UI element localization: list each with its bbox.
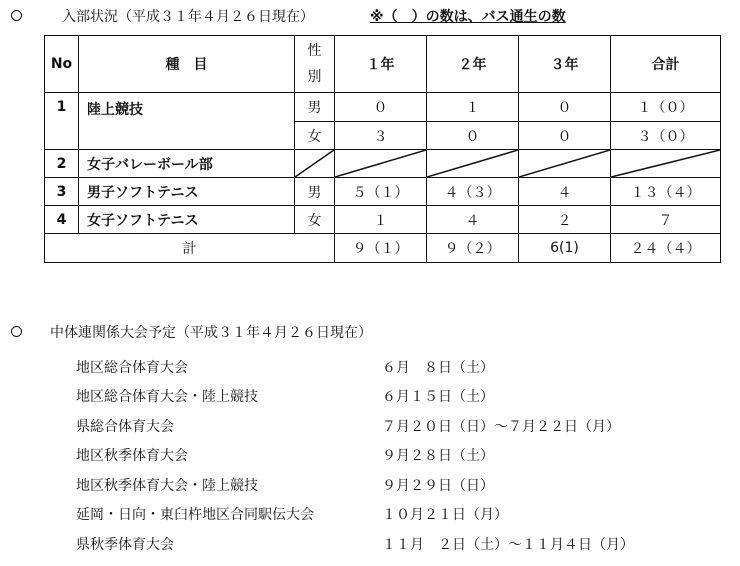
empty-diagonal-cell — [427, 150, 519, 178]
section-bullet-icon — [11, 326, 22, 337]
club-status-heading: 入部状況（平成３１年４月２６日現在） — [62, 9, 314, 25]
header-year1: １年 — [335, 36, 427, 93]
total-year3: 6(1) — [519, 234, 611, 263]
total-year2: ９（２） — [427, 234, 519, 263]
list-item — [76, 470, 634, 500]
cell-year1: ３ — [335, 122, 427, 150]
total-row — [45, 234, 721, 263]
event-date: ９月２９日（日） — [382, 477, 494, 494]
cell-year3: ０ — [519, 122, 611, 150]
cell-year3: ２ — [519, 206, 611, 234]
cell-year2: ４ — [427, 206, 519, 234]
table-row — [45, 178, 721, 206]
list-item — [76, 500, 634, 530]
table-row — [45, 93, 721, 122]
header-total: 合計 — [611, 36, 721, 93]
cell-total: １３（４） — [611, 178, 721, 206]
event-date: ６月１５日（土） — [382, 389, 494, 406]
list-item — [76, 352, 634, 382]
cell-item: 男子ソフトテニス — [79, 178, 295, 206]
empty-diagonal-cell — [295, 150, 335, 178]
total-all: ２４（４） — [611, 234, 721, 263]
event-date: ９月２８日（土） — [382, 448, 494, 465]
table-row — [45, 206, 721, 234]
cell-year2: １ — [427, 93, 519, 122]
list-item — [76, 411, 634, 441]
event-date: １０月２１日（月） — [382, 507, 508, 524]
event-date: ６月 ８日（土） — [382, 359, 494, 376]
cell-no: 4 — [45, 206, 79, 234]
total-label: 計 — [45, 234, 335, 263]
schedule-heading: 中体連関係大会予定（平成３１年４月２６日現在） — [50, 325, 372, 341]
table-header-row — [45, 36, 721, 93]
club-table — [44, 35, 721, 263]
cell-year2: ４（３） — [427, 178, 519, 206]
event-name: 延岡・日向・東臼杵地区合同駅伝大会 — [76, 507, 314, 524]
event-name: 地区総合体育大会 — [76, 359, 188, 376]
list-item — [76, 529, 634, 559]
cell-gender: 男 — [295, 93, 335, 122]
header-year2: ２年 — [427, 36, 519, 93]
cell-year1: ０ — [335, 93, 427, 122]
cell-gender: 女 — [295, 206, 335, 234]
cell-total: １（０） — [611, 93, 721, 122]
cell-year1: ５（１） — [335, 178, 427, 206]
table-row — [45, 150, 721, 178]
section-bullet-icon — [11, 10, 22, 21]
header-year3: ３年 — [519, 36, 611, 93]
cell-item: 陸上競技 — [79, 93, 295, 150]
event-name: 県秋季体育大会 — [76, 536, 174, 553]
event-date: １１月 ２日（土）～１１月４日（月） — [382, 536, 634, 553]
header-no: No — [45, 36, 79, 93]
cell-total: ７ — [611, 206, 721, 234]
cell-total: ３（０） — [611, 122, 721, 150]
event-name: 地区秋季体育大会・陸上競技 — [76, 477, 258, 494]
header-gender — [295, 36, 335, 93]
cell-year3: ４ — [519, 178, 611, 206]
cell-no: 3 — [45, 178, 79, 206]
empty-diagonal-cell — [335, 150, 427, 178]
event-date: ７月２０日（日）～７月２２日（月） — [382, 418, 620, 435]
cell-item: 女子ソフトテニス — [79, 206, 295, 234]
cell-no: 1 — [45, 93, 79, 150]
event-name: 県総合体育大会 — [76, 418, 174, 435]
cell-year2: ０ — [427, 122, 519, 150]
event-name: 地区総合体育大会・陸上競技 — [76, 389, 258, 406]
cell-no: 2 — [45, 150, 79, 178]
list-item — [76, 382, 634, 412]
total-year1: ９（１） — [335, 234, 427, 263]
bus-note: ※（ ）の数は、バス通生の数 — [370, 9, 566, 25]
cell-year1: １ — [335, 206, 427, 234]
list-item — [76, 441, 634, 471]
cell-item: 女子バレーボール部 — [79, 150, 295, 178]
empty-diagonal-cell — [611, 150, 721, 178]
cell-gender: 女 — [295, 122, 335, 150]
schedule-list — [76, 352, 634, 559]
cell-gender: 男 — [295, 178, 335, 206]
event-name: 地区秋季体育大会 — [76, 448, 188, 465]
cell-year3: ０ — [519, 93, 611, 122]
header-gender-text: 性別 — [307, 43, 322, 85]
header-item: 種 目 — [79, 36, 295, 93]
empty-diagonal-cell — [519, 150, 611, 178]
